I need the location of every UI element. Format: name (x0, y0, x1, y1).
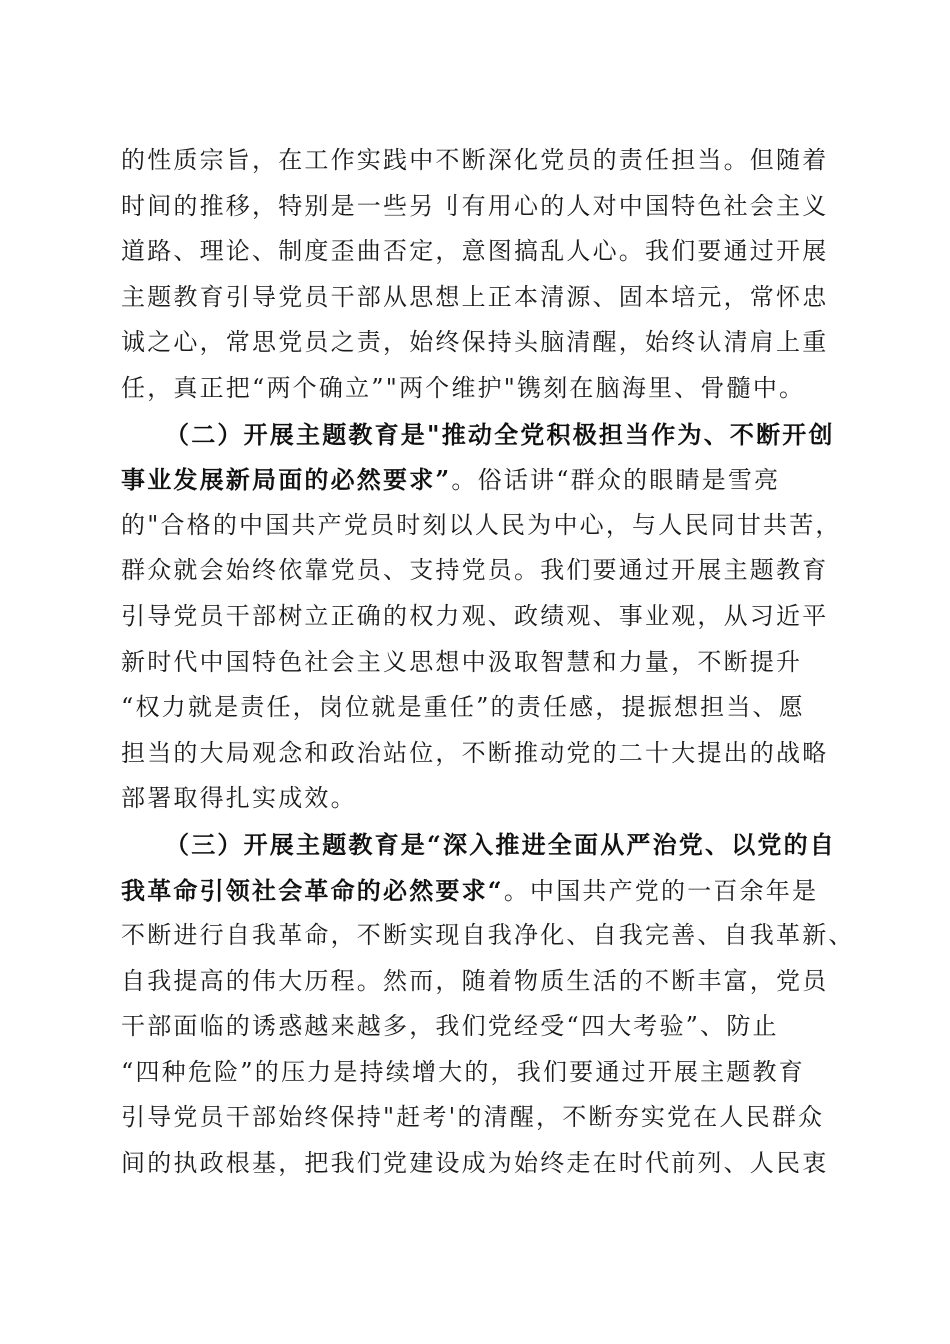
text-line: “权力就是责任，岗位就是重任”的责任感，提振想担当、愿 (121, 693, 805, 722)
text-line: 的性质宗旨，在工作实践中不断深化党员的责任担当。但随着 (121, 146, 829, 174)
text-line: 部署取得扎实成效。 (121, 784, 357, 813)
text-line: 引导党员干部树立正确的权力观、政绩观、事业观，从习近平 (121, 601, 829, 630)
text-segment: 。中国共产党的一百余年是 (503, 876, 819, 905)
text-line: 自我提高的伟大历程。然而，随着物质生活的不断丰富，党员 (121, 966, 829, 995)
section-heading-3-end: 我革命引领社会革命的必然要求“ (121, 875, 504, 905)
section-heading-2: （二）开展主题教育是"推动全党积极担当作为、不断开创 (165, 419, 835, 449)
text-line (121, 457, 841, 503)
text-line: “四种危险”的压力是持续增大的，我们要通过开展主题教育 (121, 1057, 805, 1086)
text-line: 道路、理论、制度歪曲否定，意图搞乱人心。我们要通过开展 (121, 237, 829, 266)
text-line: 任，真正把“两个确立”"两个维护"镌刻在脑海里、骨髓中。 (121, 373, 806, 402)
text-line (121, 868, 841, 914)
text-line: 的"合格的中国共产党员时刻以人民为中心，与人民同甘共苦， (121, 510, 842, 539)
text-line: 引导党员干部始终保持"赶考'的清醒，不断夯实党在人民群众 (121, 1103, 825, 1132)
text-line: 群众就会始终依靠党员、支持党员。我们要通过开展主题教育 (121, 556, 829, 585)
text-line: 诚之心，常思党员之责，始终保持头脑清醒，始终认清肩上重 (121, 328, 829, 357)
text-segment: 。俗话讲“群众的眼睛是雪亮 (451, 466, 781, 495)
text-line: 新时代中国特色社会主义思想中汲取智慧和力量，不断提升 (121, 647, 803, 676)
text-line: 间的执政根基，把我们党建设成为始终走在时代前列、人民衷 (121, 1149, 829, 1178)
section-heading-2-end: 事业发展新局面的必然要求” (121, 465, 452, 495)
text-line: 干部面临的诱惑越来越多，我们党经受“四大考验”、防止 (121, 1012, 779, 1041)
text-line: 担当的大局观念和政治站位，不断推动党的二十大提出的战略 (121, 738, 829, 767)
document-body (121, 138, 855, 1187)
section-heading-3: （三）开展主题教育是“深入推进全面从严治党、以党的自 (165, 829, 837, 859)
text-line: 不断进行自我革命，不断实现自我净化、自我完善、自我革新、 (121, 921, 855, 950)
text-line: 时间的推移，特别是一些另刂有用心的人对中国特色社会主义 (121, 191, 829, 220)
text-line: 主题教育引导党员干部从思想上正本清源、固本培元，常怀忠 (121, 282, 829, 311)
